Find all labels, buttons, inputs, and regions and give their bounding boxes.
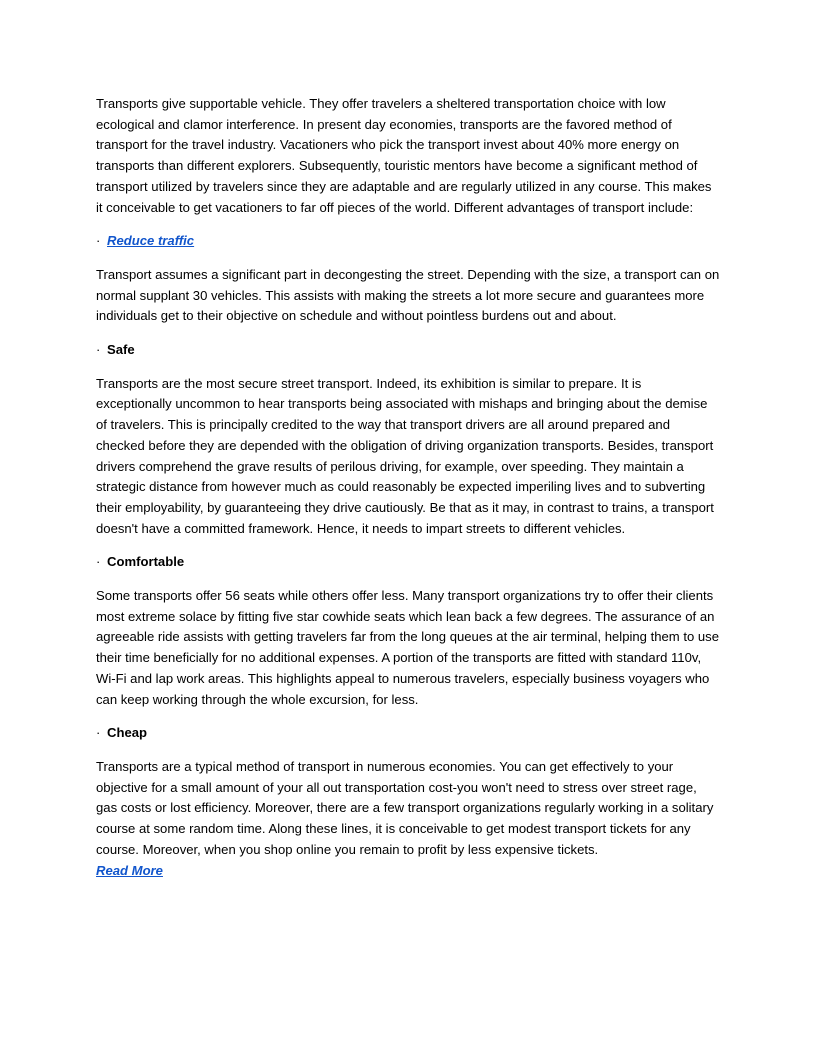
comfortable-heading-label: Comfortable (107, 554, 185, 570)
section-heading-safe (96, 340, 720, 361)
intro-paragraph: Transports give supportable vehicle. They offer travelers a sheltered transportation choice with low ecological and clamor interference. In present day economies, transports are the favored method of transport for the travel industry. Vacationers who pick the transport invest about 40% more energy on transports than different explorers. Subsequently, touristic mentors have become a significant method of transport utilized by travelers since they are adaptable and are regularly utilized in any course. This makes it conceivable to get vacationers to far off pieces of the world. Different advantages of transport include: (96, 96, 712, 215)
reduce-traffic-paragraph: Transport assumes a significant part in decongesting the street. Depending with the size, a transport can on normal supplant 30 vehicles. This assists with making the streets a lot more secure and guarantees more individuals get to their objective on schedule and without pointless burdens out and about. (96, 266, 720, 324)
section-heading-comfortable (96, 552, 720, 573)
safe-heading-label: Safe (107, 342, 135, 358)
read-more-link[interactable]: Read More (96, 862, 163, 878)
section-heading-cheap (96, 723, 720, 744)
safe-paragraph: Transports are the most secure street transport. Indeed, its exhibition is similar to prepare. It is exceptionally uncommon to hear transports being associated with mishaps and bringing about the demise of travelers. This is principally credited to the way that transport drivers are all around prepared and checked before they are depended with the obligation of driving organization transports. Besides, transport drivers comprehend the grave results of perilous driving, for example, over speeding. They maintain a strategic distance from however much as could reasonably be expected imperiling lives and to subverting their employability, by guaranteeing they drive cautiously. Be that as it may, in contrast to trains, a transport doesn't have a committed framework. Hence, it needs to impart streets to different vehicles. (96, 375, 714, 536)
bullet-icon: · (96, 554, 101, 570)
section-heading-reduce-traffic (96, 231, 720, 252)
cheap-body-text: Transports are a typical method of transport in numerous economies. You can get effectively to your objective for a small amount of your all out transportation cost-you won't need to stress over street rage, gas costs or lost efficiency. Moreover, there are a few transport organizations regularly working in a solitary course at some random time. Along these lines, it is conceivable to get modest transport tickets for any course. Moreover, when you shop online you remain to profit by less expensive tickets. (96, 758, 714, 857)
comfortable-paragraph: Some transports offer 56 seats while others offer less. Many transport organizations try to offer their clients most extreme solace by fitting five star cowhide seats which lean back a few degrees. The assurance of an agreeable ride assists with getting travelers far from the long queues at the air terminal, helping them to use their time beneficially for no additional expenses. A portion of the transports are fitted with standard 110v, Wi-Fi and lap work areas. This highlights appeal to numerous travelers, especially business voyagers who can keep working through the whole excursion, for less. (96, 588, 720, 707)
bullet-icon: · (96, 342, 101, 358)
bullet-icon: · (96, 233, 101, 249)
bullet-icon: · (96, 725, 101, 741)
cheap-heading-label: Cheap (107, 725, 148, 741)
reduce-traffic-link[interactable]: Reduce traffic (107, 233, 195, 249)
cheap-paragraph (96, 757, 720, 881)
document-page (96, 94, 720, 894)
